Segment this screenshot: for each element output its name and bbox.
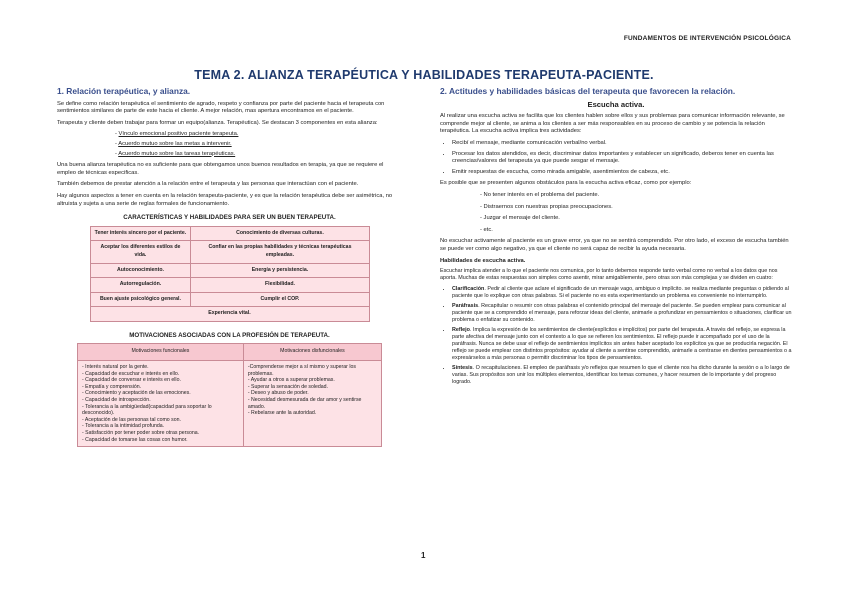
right-column	[440, 88, 792, 390]
table-row: Tener interés sincero por el paciente. Conocimiento de diversas culturas.	[90, 226, 369, 241]
dysfunctional-cell: -Comprenderse mejor a sí mismo y superar los problemas. - Ayudar a otros a superar problemas. - Superar la sensación de soledad. - Deseo y abuso de poder. - Necesidad desmesurada de dar amor y sentirse amado. - Rebelarse ante la autoridad.	[243, 361, 381, 447]
skills-heading: Habilidades de escucha activa.	[440, 257, 526, 264]
table-row: Autoconocimiento. Energía y persistencia.	[90, 263, 369, 278]
column-header: Motivaciones funcionales	[78, 344, 244, 361]
list-item: - Juzgar el mensaje del cliente.	[480, 215, 560, 222]
paragraph: Al realizar una escucha activa se facilita que los clientes hablen sobre ellos y sus problemas para comunicar información relevante, se comprende mejor al cliente, se anima a los clientes a ser más responsables en su proceso de cambio y se potencia la relación terapéutica. La escucha activa implica tres actividades:	[440, 113, 785, 135]
running-header: FUNDAMENTOS DE INTERVENCIÓN PSICOLÓGICA	[623, 35, 791, 42]
paragraph: Es posible que se presenten algunos obstáculos para la escucha activa eficaz, como por ejemplo:	[440, 180, 692, 187]
skills-table	[90, 226, 370, 322]
list-item: • Clarificación. Pedir al cliente que aclare el significado de un mensaje vago, ambiguo o implícito. se realiza mediante preguntas o pidiendo al paciente que lo explique con otras palabras. Si el paciente no es esta experimentando un problema es conveniente no interrumpirlo.	[452, 286, 792, 300]
subheading: Escucha activa.	[587, 99, 645, 109]
paragraph: No escuchar activamente al paciente es un grave error, ya que no se sentirá comprendido. Por otro lado, el exceso de escucha también se puede ver como algo negativo, ya que el cliente no será capaz de recibir la ayuda necesaria.	[440, 238, 789, 252]
table-row: Experiencia vital.	[90, 307, 369, 322]
list-item: • Síntesis. O recapitulaciones. El empleo de paráfrasis y/o reflejos que resumen lo que el cliente nos ha dicho durante la sesión o a lo largo de varias. Sus propósitos son unir los múltiples elementos, identificar los temas comunes, y hacer resumen de lo importante y del progreso logrado.	[452, 365, 792, 386]
list-item: • Procesar los datos atendidos, es decir, discriminar datos importantes y establecer un significado, deberos tener en cuenta las creencias/valores del terapeuta ya que puede sesgar el mensaje.	[452, 151, 792, 166]
list-item: - etc.	[480, 226, 493, 233]
table-row: Buen ajuste psicológico general. Cumplir el COP.	[90, 292, 369, 307]
paragraph: Se define como relación terapéutica el sentimiento de agrado, respeto y confianza por parte del paciente hacia el terapeuta con sentimientos similares de parte de este hacia el cliente. A mejor relación, mas apertura encontramos en el paciente.	[57, 100, 385, 115]
skills-table-title: CARACTERÍSTICAS Y HABILIDADES PARA SER UN BUEN TERAPEUTA.	[123, 214, 336, 222]
page-number: 1	[421, 551, 426, 560]
table-row	[78, 361, 382, 447]
paragraph: Terapeuta y cliente deben trabajar para formar un equipo(alianza. Terapéutica). Se destacan 3 componentes en esta alianza:	[57, 119, 378, 126]
list-item: - Acuerdo mutuo sobre las metas a intervenir.	[115, 140, 232, 147]
motivations-table	[77, 343, 382, 447]
page-title: TEMA 2. ALIANZA TERAPÉUTICA Y HABILIDADES TERAPEUTA-PACIENTE.	[194, 68, 654, 82]
section-1-heading: 1. Relación terapéutica, y alianza.	[57, 86, 191, 96]
column-header: Motivaciones disfuncionales	[243, 344, 381, 361]
list-item: - Acuerdo mutuo sobre las tareas terapéuticas.	[115, 150, 236, 157]
list-item: - Distraernos con nuestras propias preocupaciones.	[480, 203, 613, 210]
obstacles-list	[440, 192, 792, 234]
motivations-table-title: MOTIVACIONES ASOCIADAS CON LA PROFESIÓN DE TERAPEUTA.	[129, 331, 330, 339]
alliance-components-list	[57, 131, 402, 158]
functional-cell: - Interés natural por la gente. - Capacidad de escuchar e interés en ello. - Capacidad de conversar e interés en ello. - Empatía y comprensión. - Conocimiento y aceptación de las emociones. - Capacidad de introspección. - Tolerancia a la ambigüedad(capacidad para soportar lo desconocido). - Aceptación de las personas tal como son. - Tolerancia a la intimidad profunda. - Satisfacción por tener poder sobre otras persona. - Capacidad de tomarse las cosas con humor.	[78, 361, 244, 447]
paragraph: Escuchar implica atender a lo que el paciente nos comunica, por lo tanto debemos responde tanto verbal como no verbal a los datos que nos aporta. Muchas de estas respuestas son simples como asentir, mirar amigablemente, pero otras son más complejas y se dividen en cuatro:	[440, 268, 778, 282]
list-item: • Paráfrasis. Recapitular o resumir con otras palabras el contenido principal del mensaje del paciente. Se pueden emplear para comunicar al paciente que se a comprendido el mensaje, para reforzar ideas del cliente, animarle a profundizar en pensamientos o situaciones, clarificar un problema o enfatizar su contenido.	[452, 303, 792, 324]
list-item: - Vínculo emocional positivo paciente terapeuta.	[115, 131, 239, 138]
paragraph: Una buena alianza terapéutica no es suficiente para que obtengamos unos buenos resultados en terapia, ya que se requiere el empleo de técnicas especificas.	[57, 162, 384, 176]
list-item: • Emitir respuestas de escucha, como mirada amigable, asentimientos de cabeza, etc.	[452, 169, 792, 177]
section-2-heading: 2. Actitudes y habilidades básicas del terapeuta que favorecen la relación.	[440, 86, 736, 96]
skills-list	[440, 286, 792, 386]
paragraph: Hay algunos aspectos a tener en cuenta en la relación terapeuta-paciente, y es que la relación terapéutica debe ser asimétrica, no altruista y sujeta a una serie de reglas formales de funcionamiento.	[57, 192, 393, 207]
list-item: - No tener interés en el problema del paciente.	[480, 191, 600, 198]
table-header-row	[78, 344, 382, 361]
list-item: • Reflejo. Implica la expresión de los sentimientos de cliente(explícitos e implícitos) por parte del terapeuta. A través del reflejo, se expresa la parte afectiva del mensaje junto con el contexto a lo que se refieren los sentimientos. El reflejo puede ir acompañado por el uso de la paráfrasis. Nunca se debe usar el reflejo de sentimientos implícitos sin antes haber aceptado los explícitos ya que se producirla negación. El reflejo se puede emplear con distintos propósitos: ayudar al cliente a sentirse comprendido, animarle a centrarse en dientes pensamientos o a expresárselos a más personas o permitir discriminar los tipos de pensamientos.	[452, 327, 792, 362]
table-row: Autorregulación. Flexibilidad.	[90, 278, 369, 293]
paragraph: También debemos de prestar atención a la relación entre el terapeuta y las personas que interactúan con el paciente.	[57, 181, 359, 188]
table-row: Aceptar los diferentes estilos de vida. Conﬁar en las propias habilidades y técnicas terapéuticas empleadas.	[90, 241, 369, 263]
left-column	[57, 88, 402, 447]
activities-list	[440, 140, 792, 176]
list-item: • Recibí el mensaje, mediante comunicación verbal/no verbal.	[452, 140, 792, 148]
